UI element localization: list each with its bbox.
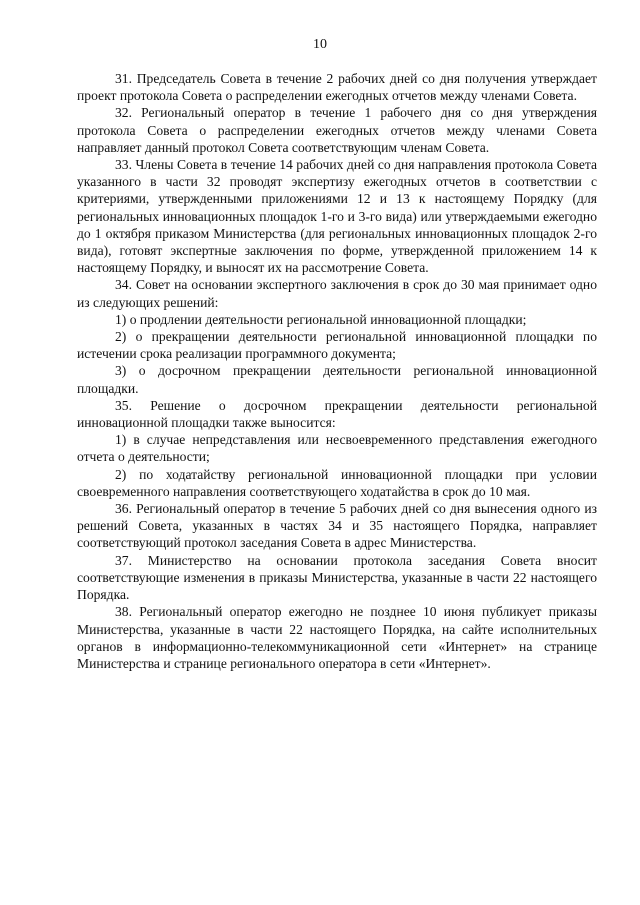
paragraph-33: 33. Члены Совета в течение 14 рабочих дней со дня направления протокола Совета указанного в части 32 проводят экспертизу ежегодных отчетов в соответствии с критериями, утвержденными приложениями 12 и 13 к настоящему Порядку (для региональных инновационных площадок 1-го и 3-го вида) или утверждаемыми ежегодно до 1 октября приказом Министерства (для региональных инновационных площадок 2-го вида), готовят экспертные заключения по форме, утвержденной приложением 14 к настоящему Порядку, и выносят их на рассмотрение Совета. [77,157,597,276]
paragraph-32: 32. Региональный оператор в течение 1 рабочего дня со дня утверждения протокола Совета о распределении ежегодных отчетов между членами Совета направляет данный протокол Совета соответствующим членам Совета. [77,105,597,155]
page-number: 10 [313,37,327,52]
paragraph-34: 34. Совет на основании экспертного заключения в срок до 30 мая принимает одно из следующих решений: [77,277,597,310]
paragraph-31: 31. Председатель Совета в течение 2 рабочих дней со дня получения утверждает проект протокола Совета о распределении ежегодных отчетов между членами Совета. [77,71,597,104]
document-body [77,70,597,672]
paragraph-38: 38. Региональный оператор ежегодно не позднее 10 июня публикует приказы Министерства, указанные в части 22 настоящего Порядка, на сайте исполнительных органов в информационно-телекоммуникационной сети «Интернет» на странице Министерства и странице регионального оператора в сети «Интернет». [77,604,597,671]
paragraph-35-item-1: 1) в случае непредставления или несвоевременного представления ежегодного отчета о деятельности; [77,432,597,465]
paragraph-35-item-2: 2) по ходатайству региональной инновационной площадки при условии своевременного направления соответствующего ходатайства в срок до 10 мая. [77,466,597,499]
paragraph-34-item-3: 3) о досрочном прекращении деятельности региональной инновационной площадки. [77,363,597,396]
paragraph-36: 36. Региональный оператор в течение 5 рабочих дней со дня вынесения одного из решений Совета, указанных в частях 34 и 35 настоящего Порядка, направляет соответствующий протокол заседания Совета в адрес Министерства. [77,501,597,551]
paragraph-35: 35. Решение о досрочном прекращении деятельности региональной инновационной площадки также выносится: [77,397,597,431]
paragraph-34-item-2: 2) о прекращении деятельности региональной инновационной площадки по истечении срока реализации программного документа; [77,329,597,362]
paragraph-37: 37. Министерство на основании протокола заседания Совета вносит соответствующие изменения в приказы Министерства, указанные в части 22 настоящего Порядка. [77,552,597,603]
paragraph-34-item-1: 1) о продлении деятельности региональной инновационной площадки; [115,311,527,327]
